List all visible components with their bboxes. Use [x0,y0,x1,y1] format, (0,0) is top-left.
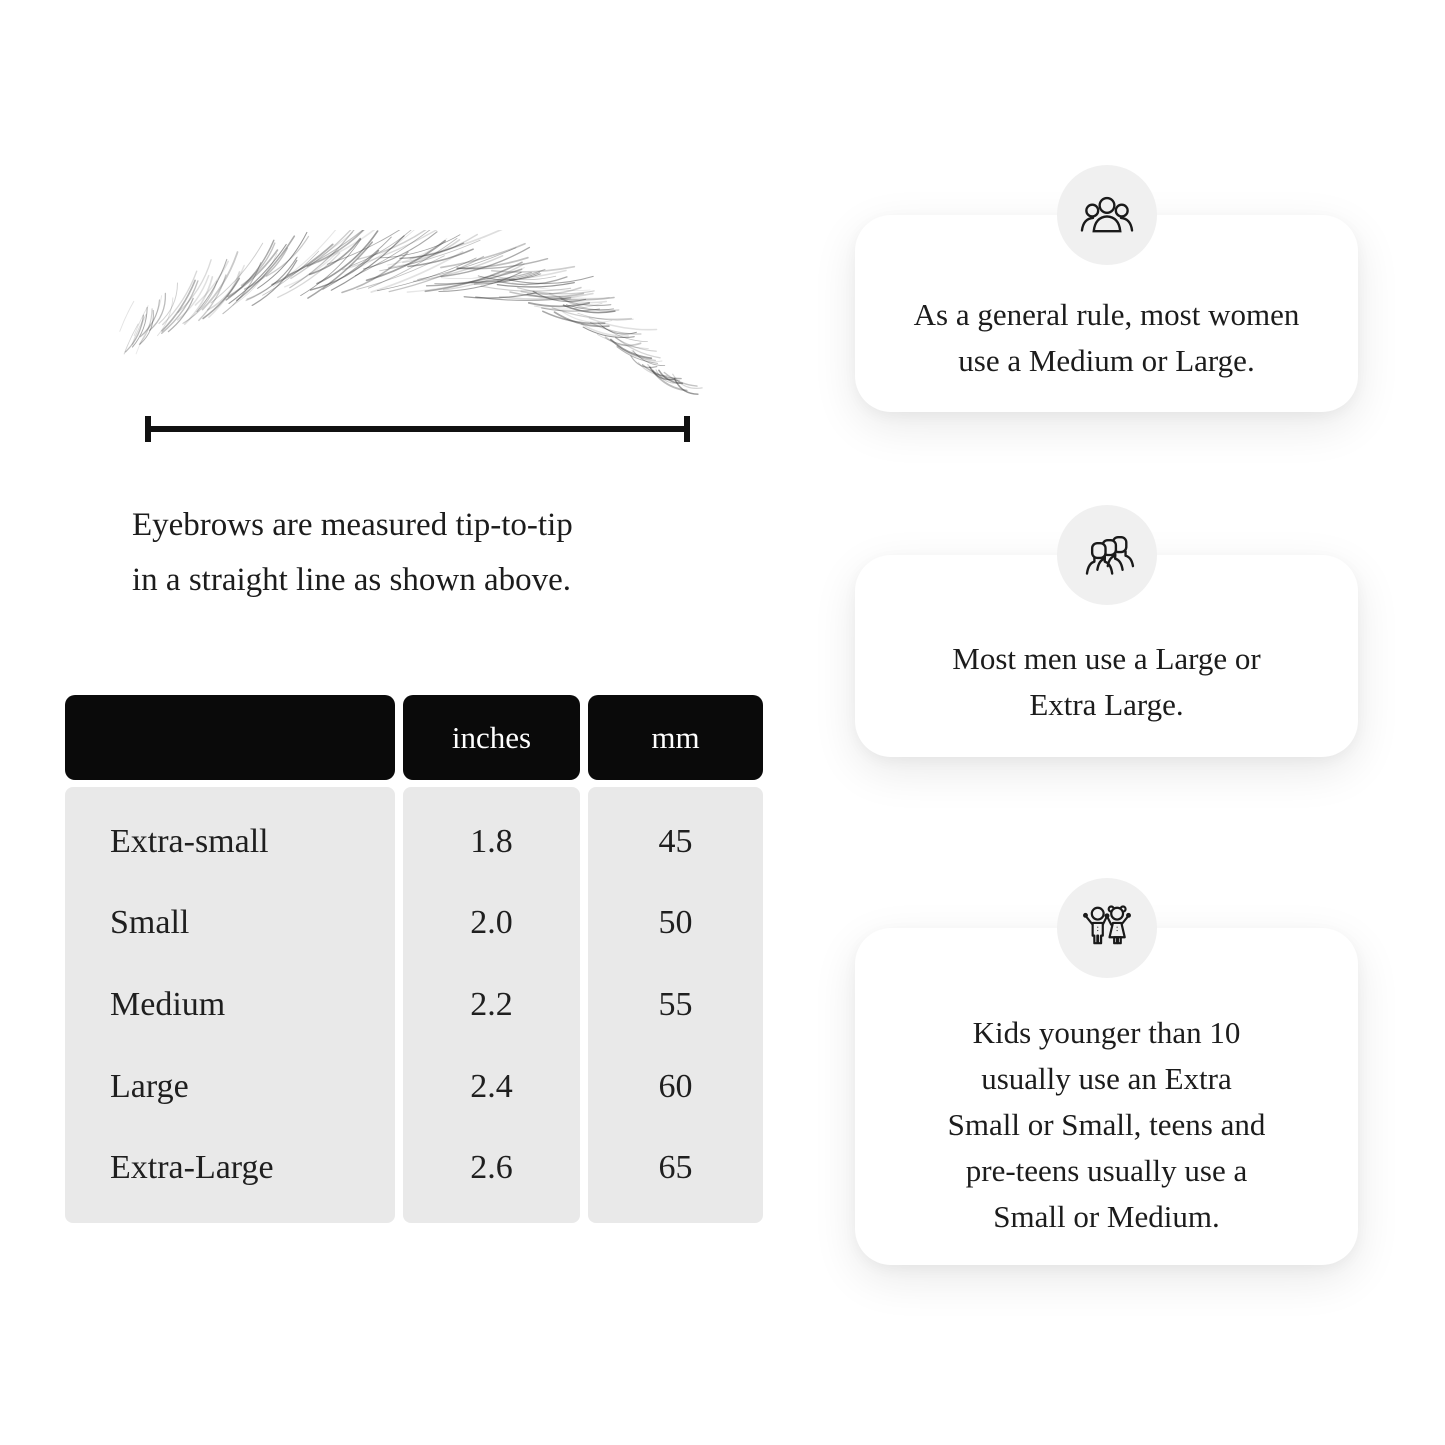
table-cell-mm: 65 [658,1149,693,1187]
table-cell-inches: 2.2 [470,985,513,1023]
eyebrow-sketch-icon [108,230,708,410]
table-cell-inches: 1.8 [470,822,513,860]
eyebrow-illustration [108,230,708,410]
icon-circle [1057,878,1157,978]
table-cell-size: Extra-Large [110,1149,274,1187]
card-text-line: Most men use a Large or [952,641,1261,676]
card-text [948,1010,1266,1240]
kids-icon [1080,903,1134,953]
card-text-line: Small or Small, teens and [947,1106,1266,1142]
women-group-icon [1079,192,1135,238]
card-text-line: As a general rule, most women [913,296,1300,332]
icon-circle [1057,165,1157,265]
card-text [914,292,1300,384]
men-group-icon [1078,532,1136,578]
card-text-line: use a Medium or Large. [958,342,1255,378]
table-cell-mm: 55 [658,985,693,1023]
table-cell-size: Extra-small [110,822,269,860]
measurement-line [145,426,690,432]
size-table [65,695,763,1223]
caption-line-1: Eyebrows are measured tip-to-tip [132,507,573,543]
table-col-mm [588,787,763,1223]
card-text-line: Small or Medium. [993,1198,1220,1234]
info-card-men [855,555,1358,757]
table-cell-mm: 45 [658,822,693,860]
table-col-inches [403,787,580,1223]
table-cell-mm: 60 [658,1067,693,1105]
card-text [952,636,1261,728]
card-text-line: pre-teens usually use a [965,1152,1248,1188]
card-text-line: Kids younger than 10 [972,1014,1241,1050]
table-cell-inches: 2.4 [470,1067,513,1105]
caption-line-2: in a straight line as shown above. [132,562,571,598]
table-cell-size: Small [110,904,190,942]
info-card-kids [855,928,1358,1265]
info-card-women [855,215,1358,412]
table-cell-size: Medium [110,985,226,1023]
measurement-caption [132,498,573,608]
icon-circle [1057,505,1157,605]
table-cell-mm: 50 [658,904,693,942]
table-cell-size: Large [110,1067,189,1105]
table-header-inches: inches [403,695,580,780]
table-header-size [65,695,395,780]
table-col-sizes [65,787,395,1223]
card-text-line: usually use an Extra [981,1060,1232,1096]
table-header-mm: mm [588,695,763,780]
table-cell-inches: 2.6 [470,1149,513,1187]
card-text-line: Extra Large. [1029,687,1184,722]
table-cell-inches: 2.0 [470,904,513,942]
